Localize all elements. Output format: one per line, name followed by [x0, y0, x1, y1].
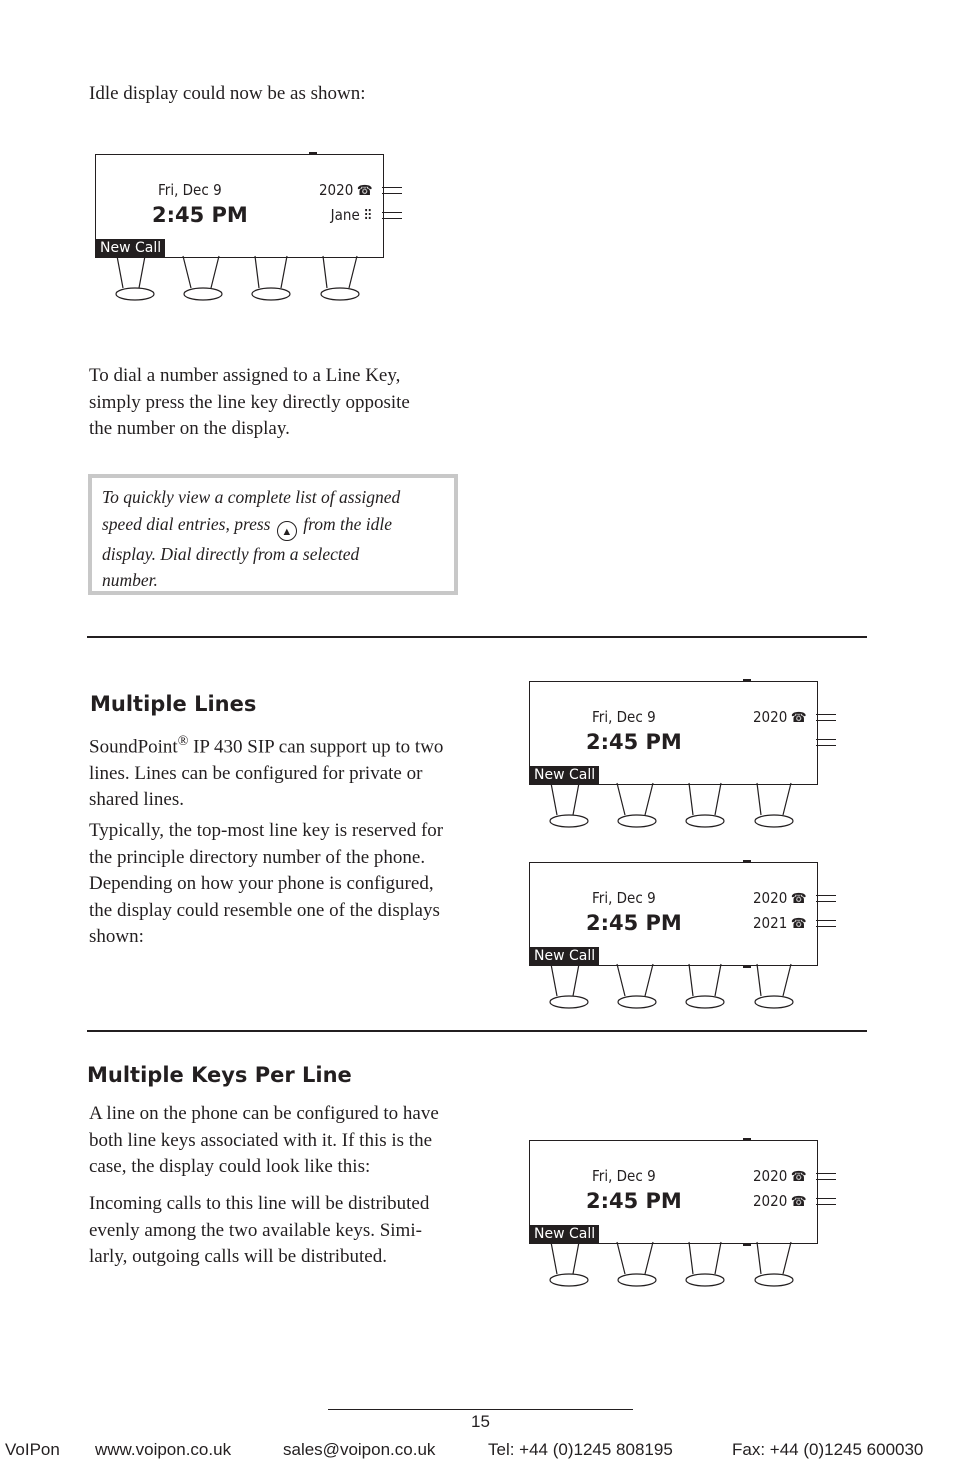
- soft-keys-illustration: [529, 962, 819, 1012]
- display-time: 2:45 PM: [586, 1189, 682, 1213]
- phone-display-shared-keys: [529, 1140, 869, 1295]
- phone-icon: ☎: [791, 710, 807, 726]
- section-divider: [87, 1030, 867, 1032]
- line-key-1: [816, 714, 836, 721]
- dial-instructions: To dial a number assigned to a Line Key, simply press the line key directly opposite the number on the display.: [89, 365, 410, 439]
- lcd-screen: [529, 681, 818, 785]
- new-call-softkey-label: New Call: [96, 239, 165, 257]
- new-call-softkey-label: New Call: [530, 766, 599, 784]
- new-call-softkey-label: New Call: [530, 1225, 599, 1243]
- display-line-1: 2020 ☎: [753, 708, 807, 726]
- new-call-softkey-label: New Call: [530, 947, 599, 965]
- phone-icon: ☎: [357, 183, 373, 199]
- heading-multiple-lines: Multiple Lines: [90, 692, 257, 716]
- page-number: 15: [471, 1412, 490, 1431]
- page-number-rule: [328, 1409, 633, 1410]
- footer-tel: Tel: +44 (0)1245 808195: [488, 1440, 673, 1459]
- tip-box: To quickly view a complete list of assigned speed dial entries, press ▲ from the idle display. Dial directly from a selected number.: [88, 474, 458, 595]
- footer-company: VoIPon: [5, 1440, 60, 1459]
- soft-keys-illustration: [95, 254, 385, 304]
- phone-display-single-line: [529, 681, 869, 836]
- line-key-1: [816, 1173, 836, 1180]
- line-key-2: [816, 739, 836, 746]
- display-line-1: 2020 ☎: [753, 1167, 807, 1185]
- lcd-screen: [95, 154, 384, 258]
- phone-icon: ☎: [791, 1194, 807, 1210]
- display-time: 2:45 PM: [586, 911, 682, 935]
- multiple-keys-paragraph-2: Incoming calls to this line will be distributed evenly among the two available keys. Simi- larly, outgoing calls will be distributed.: [89, 1193, 430, 1267]
- phone-display-idle: [95, 154, 435, 309]
- phone-icon: ☎: [791, 916, 807, 932]
- display-line-1: 2020 ☎: [319, 181, 373, 199]
- display-line-2: 2021 ☎: [753, 914, 807, 932]
- footer-email[interactable]: sales@voipon.co.uk: [283, 1440, 436, 1459]
- intro-text: Idle display could now be as shown:: [89, 83, 366, 104]
- soft-keys-illustration: [529, 1240, 819, 1290]
- display-date: Fri, Dec 9: [592, 889, 656, 907]
- heading-multiple-keys-per-line: Multiple Keys Per Line: [87, 1063, 352, 1087]
- phone-icon: ☎: [791, 891, 807, 907]
- lcd-screen: [529, 862, 818, 966]
- section-divider: [87, 636, 867, 638]
- footer-fax: Fax: +44 (0)1245 600030: [732, 1440, 924, 1459]
- display-time: 2:45 PM: [152, 203, 248, 227]
- line-key-1: [382, 187, 402, 194]
- line-key-2: [816, 1198, 836, 1205]
- line-key-2: [816, 920, 836, 927]
- keypad-icon: ⠿: [363, 208, 373, 224]
- display-line-2: Jane ⠿: [331, 206, 373, 224]
- phone-display-two-lines: [529, 862, 869, 1017]
- display-time: 2:45 PM: [586, 730, 682, 754]
- display-date: Fri, Dec 9: [592, 1167, 656, 1185]
- display-line-1: 2020 ☎: [753, 889, 807, 907]
- display-date: Fri, Dec 9: [158, 181, 222, 199]
- phone-icon: ☎: [791, 1169, 807, 1185]
- display-date: Fri, Dec 9: [592, 708, 656, 726]
- multiple-keys-paragraph-1: A line on the phone can be configured to have both line keys associated with it. If this is the case, the display could look like this:: [89, 1103, 439, 1177]
- lcd-screen: [529, 1140, 818, 1244]
- up-arrow-icon: ▲: [277, 521, 297, 541]
- line-key-2: [382, 212, 402, 219]
- line-key-1: [816, 895, 836, 902]
- multiple-lines-paragraph-1: SoundPoint® IP 430 SIP can support up to two lines. Lines can be configured for private or shared lines.: [89, 734, 444, 811]
- soft-keys-illustration: [529, 781, 819, 831]
- multiple-lines-paragraph-2: Typically, the top-most line key is reserved for the principle directory number of the phone. Depending on how your phone is configured, the display could resemble one of the displays shown:: [89, 820, 444, 947]
- footer-website[interactable]: www.voipon.co.uk: [95, 1440, 232, 1459]
- display-line-2: 2020 ☎: [753, 1192, 807, 1210]
